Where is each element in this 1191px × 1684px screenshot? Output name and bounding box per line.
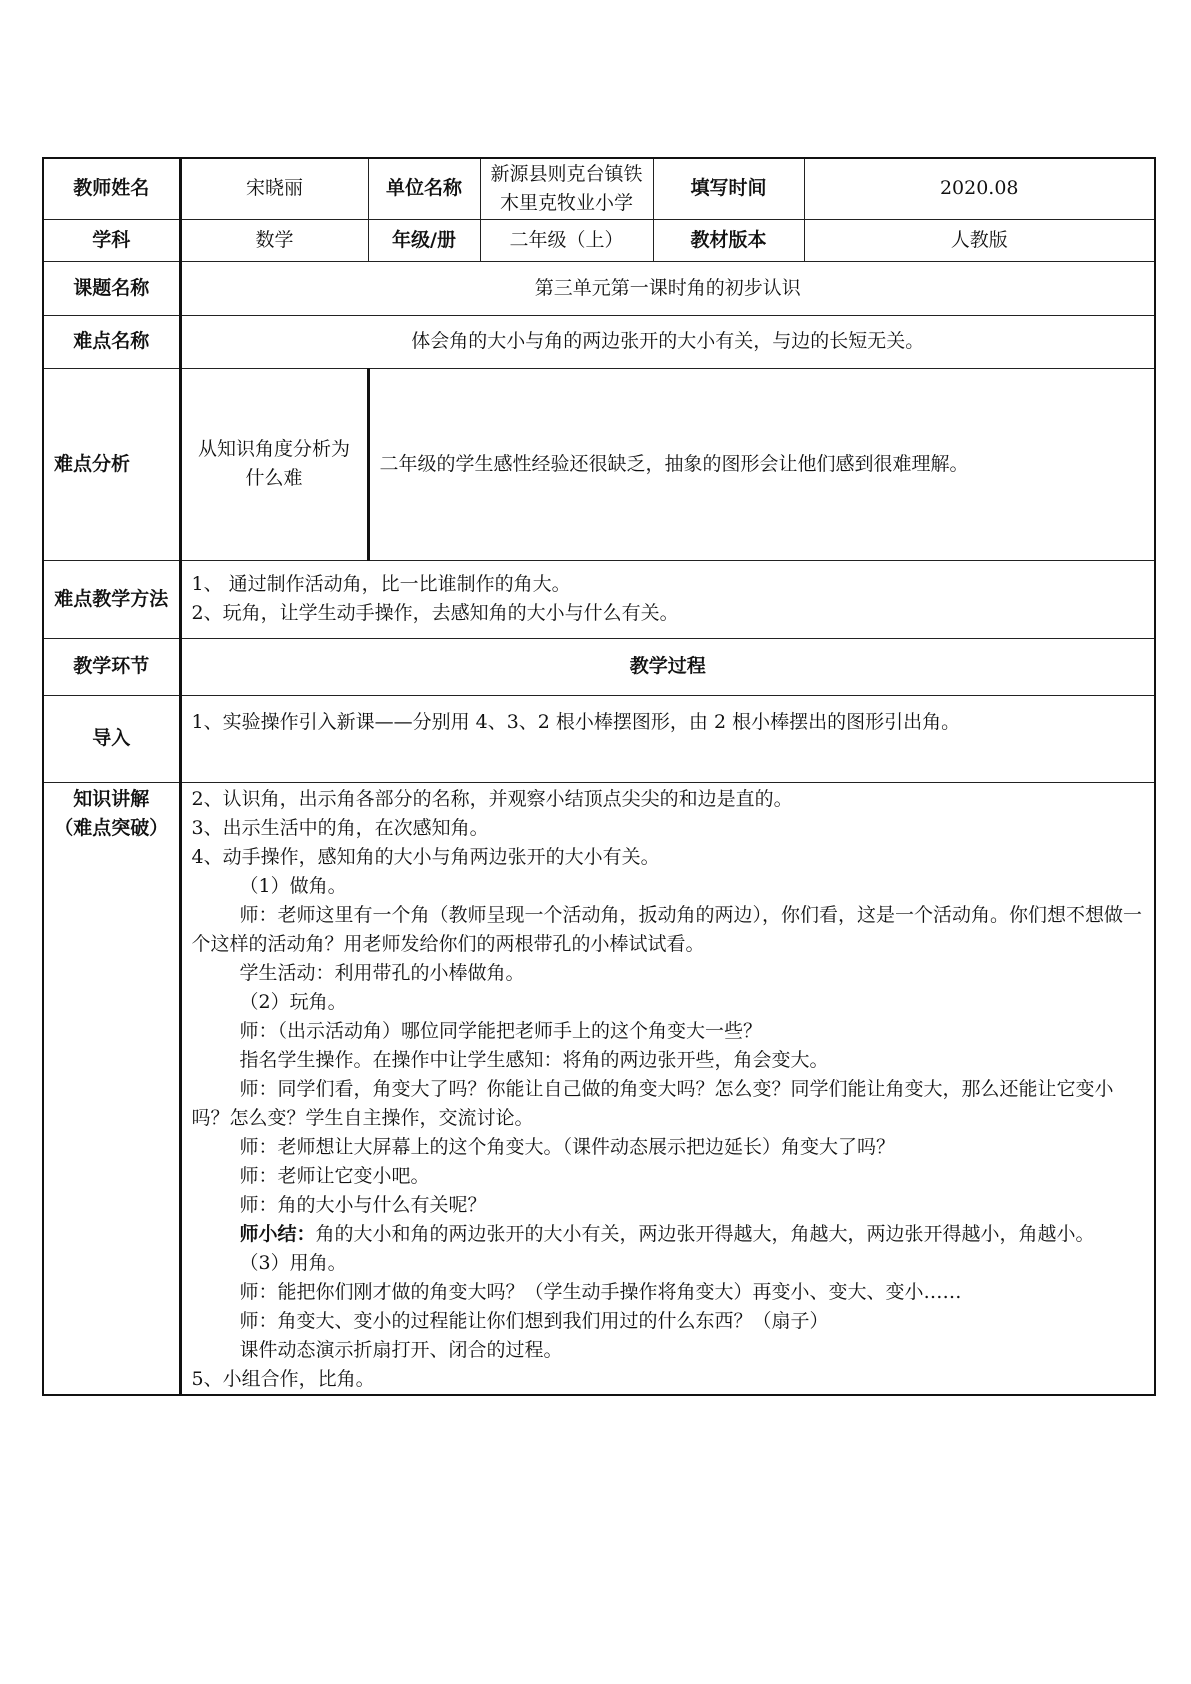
topic-value: 第三单元第一课时角的初步认识 — [180, 261, 1155, 315]
knowledge-label-line1: 知识讲解 — [73, 787, 150, 810]
difficulty-value: 体会角的大小与角的两边张开的大小有关，与边的长短无关。 — [180, 315, 1155, 368]
process-stage-label: 教学环节 — [43, 638, 180, 695]
grade-label: 年级/册 — [368, 219, 480, 261]
subject-label: 学科 — [43, 219, 180, 261]
edition-value: 人教版 — [804, 219, 1155, 261]
method-line-1: 1、 通过制作活动角，比一比谁制作的角大。 — [191, 573, 571, 595]
knowledge-line: （3）用角。 — [239, 1251, 347, 1274]
analysis-sub-label — [180, 368, 368, 560]
knowledge-line: 2、认识角，出示角各部分的名称，并观察小结顶点尖尖的和边是直的。 — [191, 787, 793, 810]
analysis-label: 难点分析 — [43, 368, 180, 560]
knowledge-line: 师：（出示活动角）哪位同学能把老师手上的这个角变大一些？ — [239, 1019, 763, 1042]
knowledge-line: 5、小组合作，比角。 — [191, 1367, 375, 1390]
knowledge-line: 师：老师这里有一个角（教师呈现一个活动角，扳动角的两边），你们看，这是一个活动角。你们想不想做一个这样的活动角？用老师发给你们的两根带孔的小棒试试看。 — [191, 903, 1143, 955]
knowledge-line: 师：老师让它变小吧。 — [239, 1164, 430, 1187]
teacher-name-label: 教师姓名 — [43, 158, 180, 219]
summary-prefix: 师小结： — [239, 1222, 316, 1245]
difficulty-row — [43, 315, 1155, 368]
method-row — [43, 560, 1155, 638]
knowledge-line: （2）玩角。 — [239, 990, 347, 1013]
fill-time-value: 2020.08 — [804, 158, 1155, 219]
difficulty-label: 难点名称 — [43, 315, 180, 368]
fill-time-label: 填写时间 — [653, 158, 804, 219]
knowledge-line-summary — [192, 1220, 1143, 1249]
subject-row — [43, 219, 1155, 261]
unit-name-line2: 木里克牧业小学 — [499, 191, 633, 214]
process-header-row — [43, 638, 1155, 695]
knowledge-line: 师：能把你们刚才做的角变大吗？（学生动手操作将角变大）再变小、变大、变小…… — [239, 1280, 962, 1303]
lesson-plan-table — [42, 157, 1156, 1396]
knowledge-content — [180, 782, 1155, 1395]
knowledge-line: 师：同学们看，角变大了吗？你能让自己做的角变大吗？怎么变？同学们能让角变大，那么还能让它变小吗？怎么变？学生自主操作，交流讨论。 — [191, 1077, 1114, 1129]
analysis-sub-label-line1: 从知识角度分析为 — [197, 438, 350, 460]
topic-label: 课题名称 — [43, 261, 180, 315]
topic-row — [43, 261, 1155, 315]
knowledge-line: 4、动手操作，感知角的大小与角两边张开的大小有关。 — [191, 845, 660, 868]
summary-text: 角的大小和角的两边张开的大小有关，两边张开得越大，角越大，两边张开得越小，角越小。 — [315, 1222, 1095, 1245]
intro-label: 导入 — [43, 695, 180, 782]
unit-name-line1: 新源县则克台镇铁 — [490, 162, 643, 185]
knowledge-line: 3、出示生活中的角，在次感知角。 — [191, 816, 489, 839]
intro-row — [43, 695, 1155, 782]
subject-value: 数学 — [180, 219, 368, 261]
analysis-value: 二年级的学生感性经验还很缺乏，抽象的图形会让他们感到很难理解。 — [368, 368, 1155, 560]
analysis-sub-label-line2: 什么难 — [245, 467, 303, 489]
intro-value: 1、实验操作引入新课——分别用 4、3、2 根小棒摆图形，由 2 根小棒摆出的图形引出角。 — [180, 695, 1155, 782]
knowledge-line: 师：角的大小与什么有关呢？ — [239, 1193, 487, 1216]
process-header-value: 教学过程 — [180, 638, 1155, 695]
knowledge-label-line2: （难点突破） — [54, 816, 169, 839]
unit-name-label: 单位名称 — [368, 158, 480, 219]
knowledge-row — [43, 782, 1155, 1395]
knowledge-line: 课件动态演示折扇打开、闭合的过程。 — [239, 1338, 563, 1361]
method-label: 难点教学方法 — [43, 560, 180, 638]
knowledge-line: 学生活动：利用带孔的小棒做角。 — [239, 961, 525, 984]
unit-name-value — [480, 158, 653, 219]
lesson-plan-sheet — [42, 157, 1154, 1396]
knowledge-line: 师：角变大、变小的过程能让你们想到我们用过的什么东西？（扇子） — [239, 1309, 829, 1332]
header-row — [43, 158, 1155, 219]
method-line-2: 2、玩角，让学生动手操作，去感知角的大小与什么有关。 — [191, 602, 679, 624]
edition-label: 教材版本 — [653, 219, 804, 261]
knowledge-line: 指名学生操作。在操作中让学生感知：将角的两边张开些，角会变大。 — [239, 1048, 829, 1071]
method-value — [180, 560, 1155, 638]
analysis-row — [43, 368, 1155, 560]
knowledge-line: （1）做角。 — [239, 874, 347, 897]
knowledge-label — [43, 782, 180, 1395]
knowledge-line: 师：老师想让大屏幕上的这个角变大。（课件动态展示把边延长）角变大了吗？ — [239, 1135, 896, 1158]
teacher-name-value: 宋晓丽 — [180, 158, 368, 219]
grade-value: 二年级（上） — [480, 219, 653, 261]
